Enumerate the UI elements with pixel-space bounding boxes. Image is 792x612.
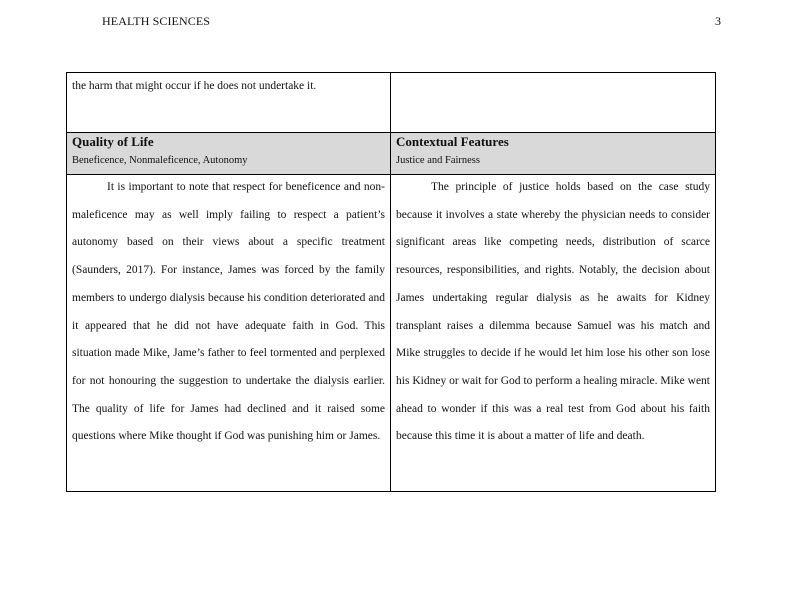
quality-of-life-title: Quality of Life: [72, 134, 154, 149]
section-body-row: [67, 175, 716, 492]
carry-over-right-cell: [391, 73, 716, 133]
carry-over-right-text: [396, 73, 710, 79]
quality-of-life-body-cell: [67, 175, 391, 492]
contextual-features-subtitle: Justice and Fairness: [396, 155, 480, 166]
carry-over-text: the harm that might occur if he does not undertake it.: [72, 80, 317, 92]
quality-of-life-subtitle: Beneficence, Nonmaleficence, Autonomy: [72, 155, 248, 166]
contextual-features-header: [391, 133, 716, 175]
carry-over-row: [67, 73, 716, 133]
contextual-features-title: Contextual Features: [396, 134, 509, 149]
quality-of-life-paragraph: It is important to note that respect for beneficence and non-maleficence may as well imply failing to respect a patient’s autonomy based on their views about a specific treatment (Saunders, 2017). For instance, James was forced by the family members to undergo dialysis because his condition deteriorated and it appeared that he did not have adequate faith in God. This situation made Mike, Jame’s father to feel tormented and perplexed for not honouring the suggestion to undertake the dialysis earlier. The quality of life for James had declined and it raised some questions where Mike thought if God was punishing him or James.: [72, 181, 385, 443]
quality-of-life-header: [67, 133, 391, 175]
carry-over-left-cell: [67, 73, 391, 133]
page-number: 3: [715, 14, 721, 28]
running-head: HEALTH SCIENCES: [102, 14, 211, 28]
section-header-row: [67, 133, 716, 175]
contextual-features-body-cell: [391, 175, 716, 492]
ethics-table: [66, 72, 716, 492]
contextual-features-paragraph: The principle of justice holds based on the case study because it involves a state whereby the physician needs to consider significant areas like competing needs, distribution of scarce resources, responsibilities, and rights. Notably, the decision about James undertaking regular dialysis as he awaits for Kidney transplant raises a dilemma because Samuel was his match and Mike struggles to decide if he would let him lose his other son lose his Kidney or wait for God to perform a healing miracle. Mike went ahead to wonder if this was a real test from God about his faith because this time it is about a matter of life and death.: [396, 181, 710, 443]
